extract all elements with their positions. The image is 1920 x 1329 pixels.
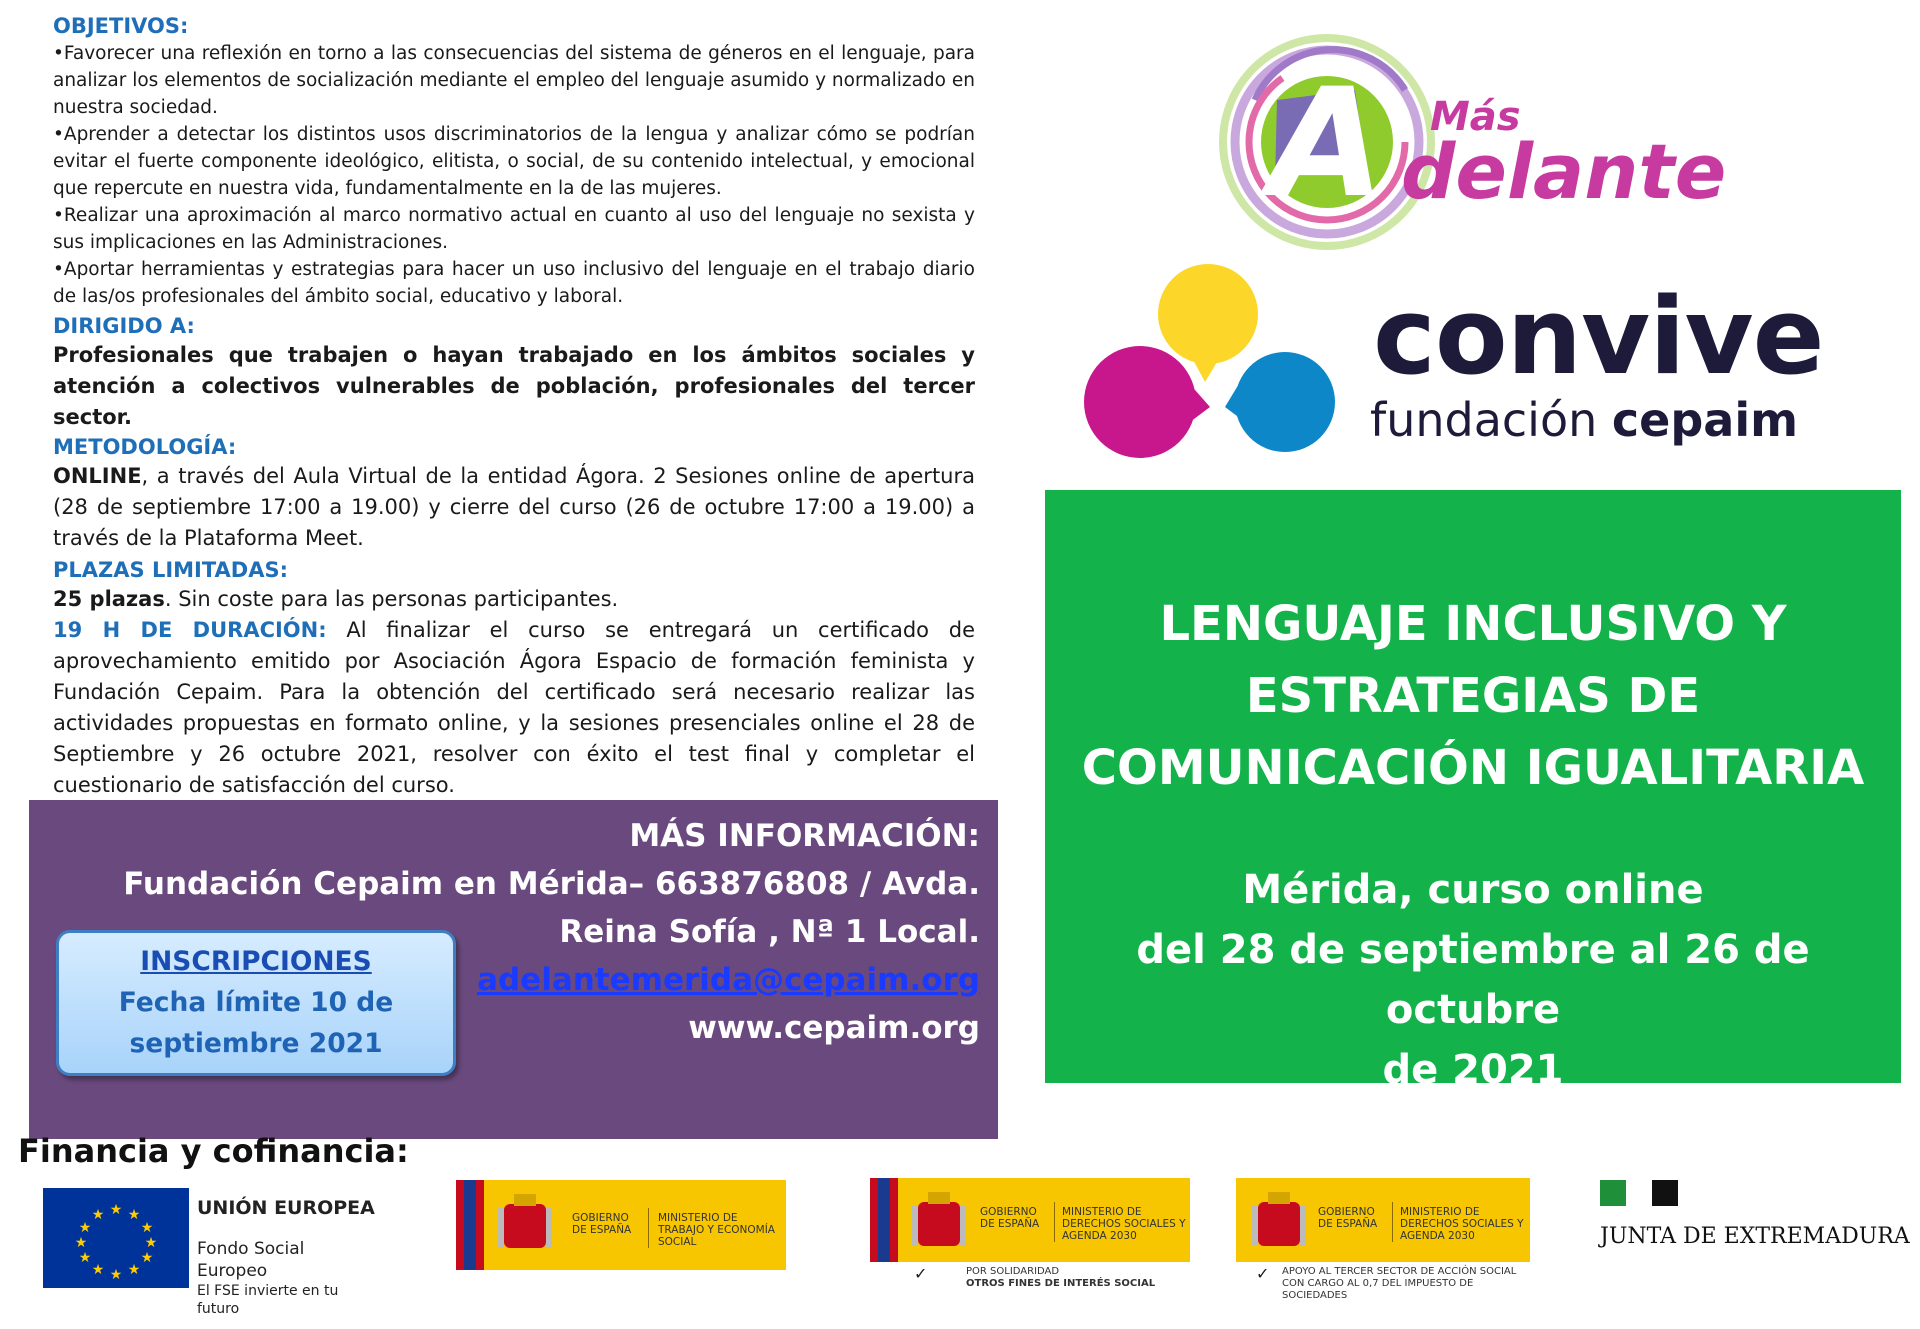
objetivo-item: •Aportar herramientas y estrategias para hacer un uso inclusivo del lenguaje en el trabajo diario de las/os profesionales del ámbito social, educativo y laboral. [53,259,975,307]
ministerio-derechos-label: MINISTERIO DE DERECHOS SOCIALES Y AGENDA 2030 [1400,1206,1524,1242]
course-loc-line1: Mérida, curso online [1242,867,1704,913]
eu-flag-icon [43,1188,189,1288]
dirigido-heading: DIRIGIDO A: [53,314,195,338]
gob3-band [1236,1178,1530,1262]
info-title: MÁS INFORMACIÓN: [629,818,980,854]
spain-crest-icon [1250,1188,1308,1254]
gobierno-derechos-sociales-logo-2 [1236,1178,1530,1301]
gobierno-derechos-sociales-logo-1 [870,1178,1190,1292]
course-title [1045,588,1901,804]
inscripciones-line2: septiembre 2021 [129,1028,383,1059]
svg-text:★: ★ [78,1250,92,1266]
speech-bubbles-icon [1080,262,1360,462]
spain-flag-icon [456,1180,484,1270]
cepaim-text: cepaim [1611,393,1799,447]
junta-label: JUNTA DE EXTREMADURA [1600,1224,1910,1249]
svg-text:★: ★ [109,1202,123,1218]
gob-divider [1054,1202,1055,1242]
metodologia-heading: METODOLOGÍA: [53,435,237,459]
course-title-line3: COMUNICACIÓN IGUALITARIA [1081,740,1865,796]
ministerio-derechos-label: MINISTERIO DE DERECHOS SOCIALES Y AGENDA 2030 [1062,1206,1186,1242]
inscripciones-title: INSCRIPCIONES [140,946,372,977]
info-box [29,800,998,1139]
duracion-text [53,615,975,801]
objetivos-heading: OBJETIVOS: [53,14,189,38]
course-title-box [1045,490,1901,1093]
junta-squares-icon [1600,1180,1680,1210]
svg-text:★: ★ [91,1262,105,1278]
metodologia-body: , a través del Aula Virtual de la entidad Ágora. 2 Sesiones online de apertura (28 de septiembre 17:00 a 19.00) y cierre del curso (26 de octubre 17:00 a 19.00) a través de la Plataforma Meet. [53,464,975,550]
plazas-lead: 25 plazas [53,587,165,611]
adelante-big: delante [1401,127,1725,216]
duracion-heading: 19 H DE DURACIÓN: [53,618,327,642]
fundacion-cepaim-wordmark [1370,394,1798,446]
gobierno-label: GOBIERNO DE ESPAÑA [1318,1206,1378,1230]
plazas-heading: PLAZAS LIMITADAS: [53,558,288,582]
svg-text:★: ★ [91,1207,105,1223]
gob-divider [1392,1202,1393,1242]
svg-text:★: ★ [74,1235,88,1251]
checkmark-icon: ✓ [1256,1264,1270,1283]
course-loc-line2: del 28 de septiembre al 26 de octubre [1136,927,1810,1033]
objetivo-item: •Aprender a detectar los distintos usos discriminatorios de la lengua y analizar cómo se podrían evitar el fuerte componente ideológico, elitista, o social, de su contenido intelectual, y emocional que repercute en nuestra vida, fundamentalmente en la de las mujeres. [53,124,975,199]
checkmark-icon: ✓ [914,1264,928,1283]
financia-heading: Financia y cofinancia: [18,1132,409,1170]
inscripciones-line1: Fecha límite 10 de [118,987,394,1018]
course-location-dates [1045,860,1901,1100]
gob-divider [648,1208,649,1248]
info-address-line2: Reina Sofía , Nª 1 Local. [559,914,980,950]
fundacion-text: fundación [1370,393,1598,447]
eu-slogan: El FSE invierte en tu futuro [197,1283,339,1317]
plazas-text [53,584,975,615]
eu-title: UNIÓN EUROPEA [197,1197,375,1219]
gob3-note2: CON CARGO AL 0,7 DEL IMPUESTO DE SOCIEDADES [1282,1278,1474,1301]
metodologia-lead: ONLINE [53,464,142,488]
svg-text:★: ★ [127,1207,141,1223]
adelante-letter: A [1268,57,1386,231]
spain-flag-icon [870,1178,898,1262]
gobierno-label: GOBIERNO DE ESPAÑA [980,1206,1040,1230]
gob3-note1: APOYO AL TERCER SECTOR DE ACCIÓN SOCIAL [1282,1266,1517,1277]
mas-adelante-mark [1215,30,1725,260]
inscripciones-box [56,930,456,1076]
info-address-line1: Fundación Cepaim en Mérida– 663876808 / Avda. [123,866,980,902]
duracion-body: Al finalizar el curso se entregará un certificado de aprovechamiento emitido por Asociación Ágora Espacio de formación feminista y Fundación Cepaim. Para la obtención del certificado será necesario realizar las actividades propuestas en formato online, y la sesiones presenciales online el 28 de Septiembre y 26 octubre 2021, resolver con éxito el test final y completar el cuestionario de satisfacción del curso. [53,618,976,797]
eu-text [197,1196,377,1318]
svg-text:★: ★ [78,1220,92,1236]
svg-text:★: ★ [140,1220,154,1236]
mas-adelante-logo [1215,30,1725,260]
svg-text:★: ★ [109,1267,123,1283]
svg-text:★: ★ [144,1235,158,1251]
adelante-small: Más [1430,94,1521,140]
gobierno-trabajo-logo [456,1180,786,1270]
ministerio-trabajo-label: MINISTERIO DE TRABAJO Y ECONOMÍA SOCIAL [658,1212,775,1248]
svg-text:★: ★ [127,1262,141,1278]
union-europea-logo [43,1188,375,1317]
gob2-note2: OTROS FINES DE INTERÉS SOCIAL [966,1278,1156,1289]
gob2-note1: POR SOLIDARIDAD [966,1266,1060,1277]
gobierno-label: GOBIERNO DE ESPAÑA [572,1212,632,1236]
course-title-line1: LENGUAJE INCLUSIVO Y [1159,596,1787,652]
course-loc-line3: de 2021 [1382,1047,1564,1093]
spain-crest-icon [910,1188,968,1254]
course-title-line2: ESTRATEGIAS DE [1245,668,1701,724]
metodologia-text [53,461,975,554]
junta-extremadura-logo [1600,1180,1910,1260]
convive-cepaim-logo [1080,262,1860,462]
svg-text:★: ★ [140,1250,154,1266]
spain-crest-icon [496,1190,554,1256]
course-details [53,12,975,801]
gob2-band [870,1178,1190,1262]
plazas-body: . Sin coste para las personas participantes. [164,587,619,611]
objetivo-item: •Realizar una aproximación al marco normativo actual en cuanto al uso del lenguaje no sexista y sus implicaciones en las Administraciones. [53,205,975,253]
web-link[interactable]: www.cepaim.org [688,1010,980,1046]
dirigido-text: Profesionales que trabajen o hayan trabajado en los ámbitos sociales y atención a colectivos vulnerables de población, profesionales del tercer sector. [53,343,975,429]
objetivo-item: •Favorecer una reflexión en torno a las consecuencias del sistema de géneros en el lenguaje, para analizar los elementos de socialización mediante el empleo del lenguaje asumido y normalizado en nuestra sociedad. [53,43,975,118]
email-link[interactable]: adelantemerida@cepaim.org [477,962,980,998]
eu-fund-name: Fondo Social Europeo [197,1239,305,1281]
convive-wordmark: convive [1373,275,1824,398]
